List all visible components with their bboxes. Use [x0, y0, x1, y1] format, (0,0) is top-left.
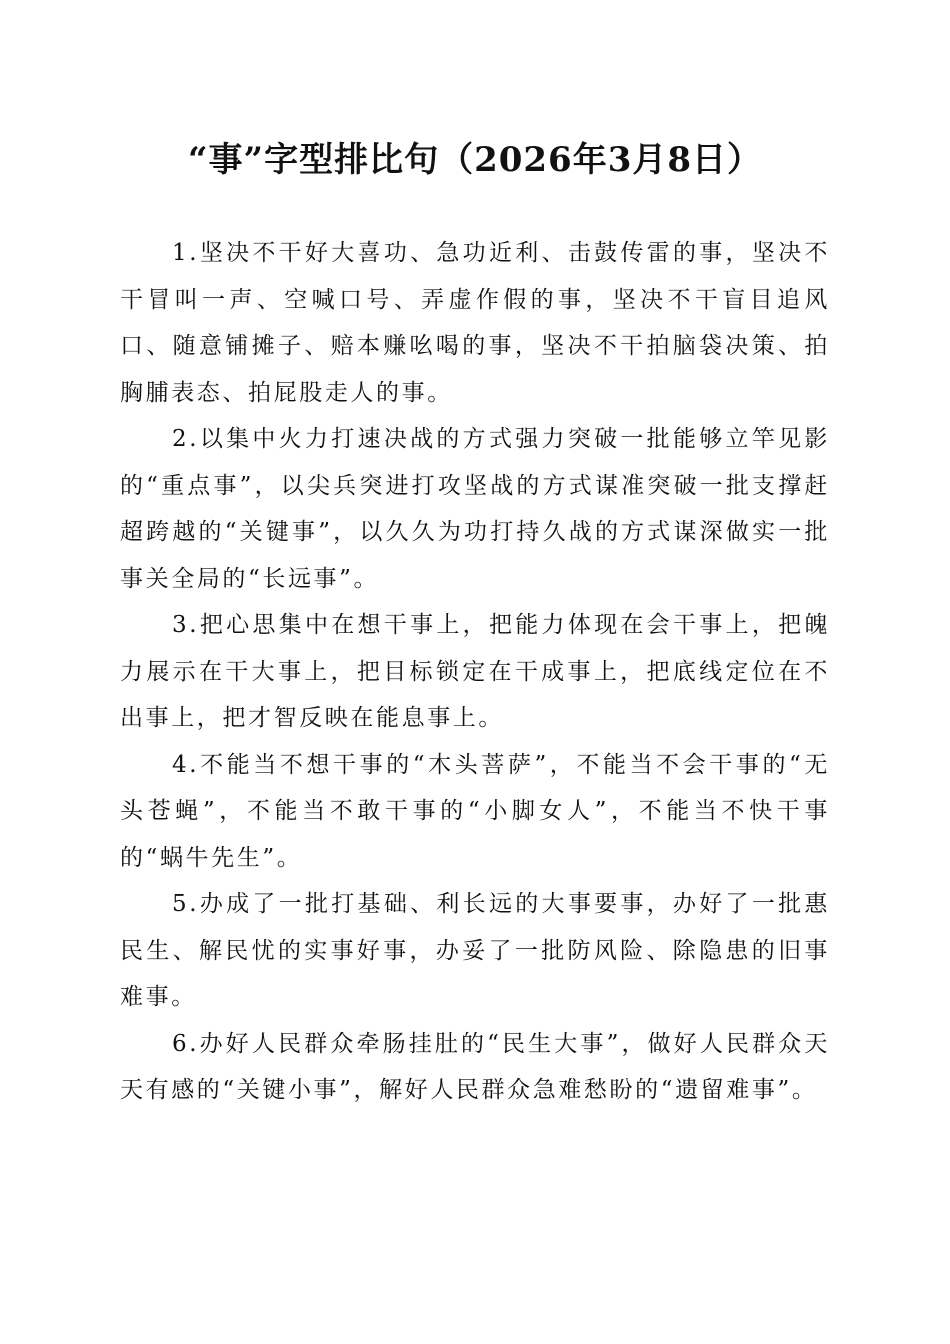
document-title: “事”字型排比句（2026年3月8日） — [187, 140, 763, 180]
paragraph-3: 3.把心思集中在想干事上，把能力体现在会干事上，把魄力展示在干大事上，把目标锁定在干成事上，把底线定位在不出事上，把才智反映在能息事上。 — [120, 612, 830, 731]
paragraph-6: 6.办好人民群众牵肠挂肚的“民生大事”，做好人民群众天天有感的“关键小事”，解好人民群众急难愁盼的“遗留难事”。 — [120, 1030, 830, 1103]
paragraph-2: 2.以集中火力打速决战的方式强力突破一批能够立竿见影的“重点事”，以尖兵突进打攻坚战的方式谋准突破一批支撑赶超跨越的“关键事”，以久久为功打持久战的方式谋深做实一批事关全局的“长远事”。 — [120, 426, 830, 592]
paragraph-4: 4.不能当不想干事的“木头菩萨”，不能当不会干事的“无头苍蝇”，不能当不敢干事的“小脚女人”，不能当不快干事的“蜗牛先生”。 — [120, 751, 830, 871]
document-body — [120, 230, 830, 1114]
paragraph-5: 5.办成了一批打基础、利长远的大事要事，办好了一批惠民生、解民忧的实事好事，办妥了一批防风险、除隐患的旧事难事。 — [120, 891, 830, 1010]
paragraph-1: 1.坚决不干好大喜功、急功近利、击鼓传雷的事，坚决不干冒叫一声、空喊口号、弄虚作假的事，坚决不干盲目追风口、随意铺摊子、赔本赚吆喝的事，坚决不干拍脑袋决策、拍胸脯表态、拍屁股走人的事。 — [120, 240, 830, 406]
